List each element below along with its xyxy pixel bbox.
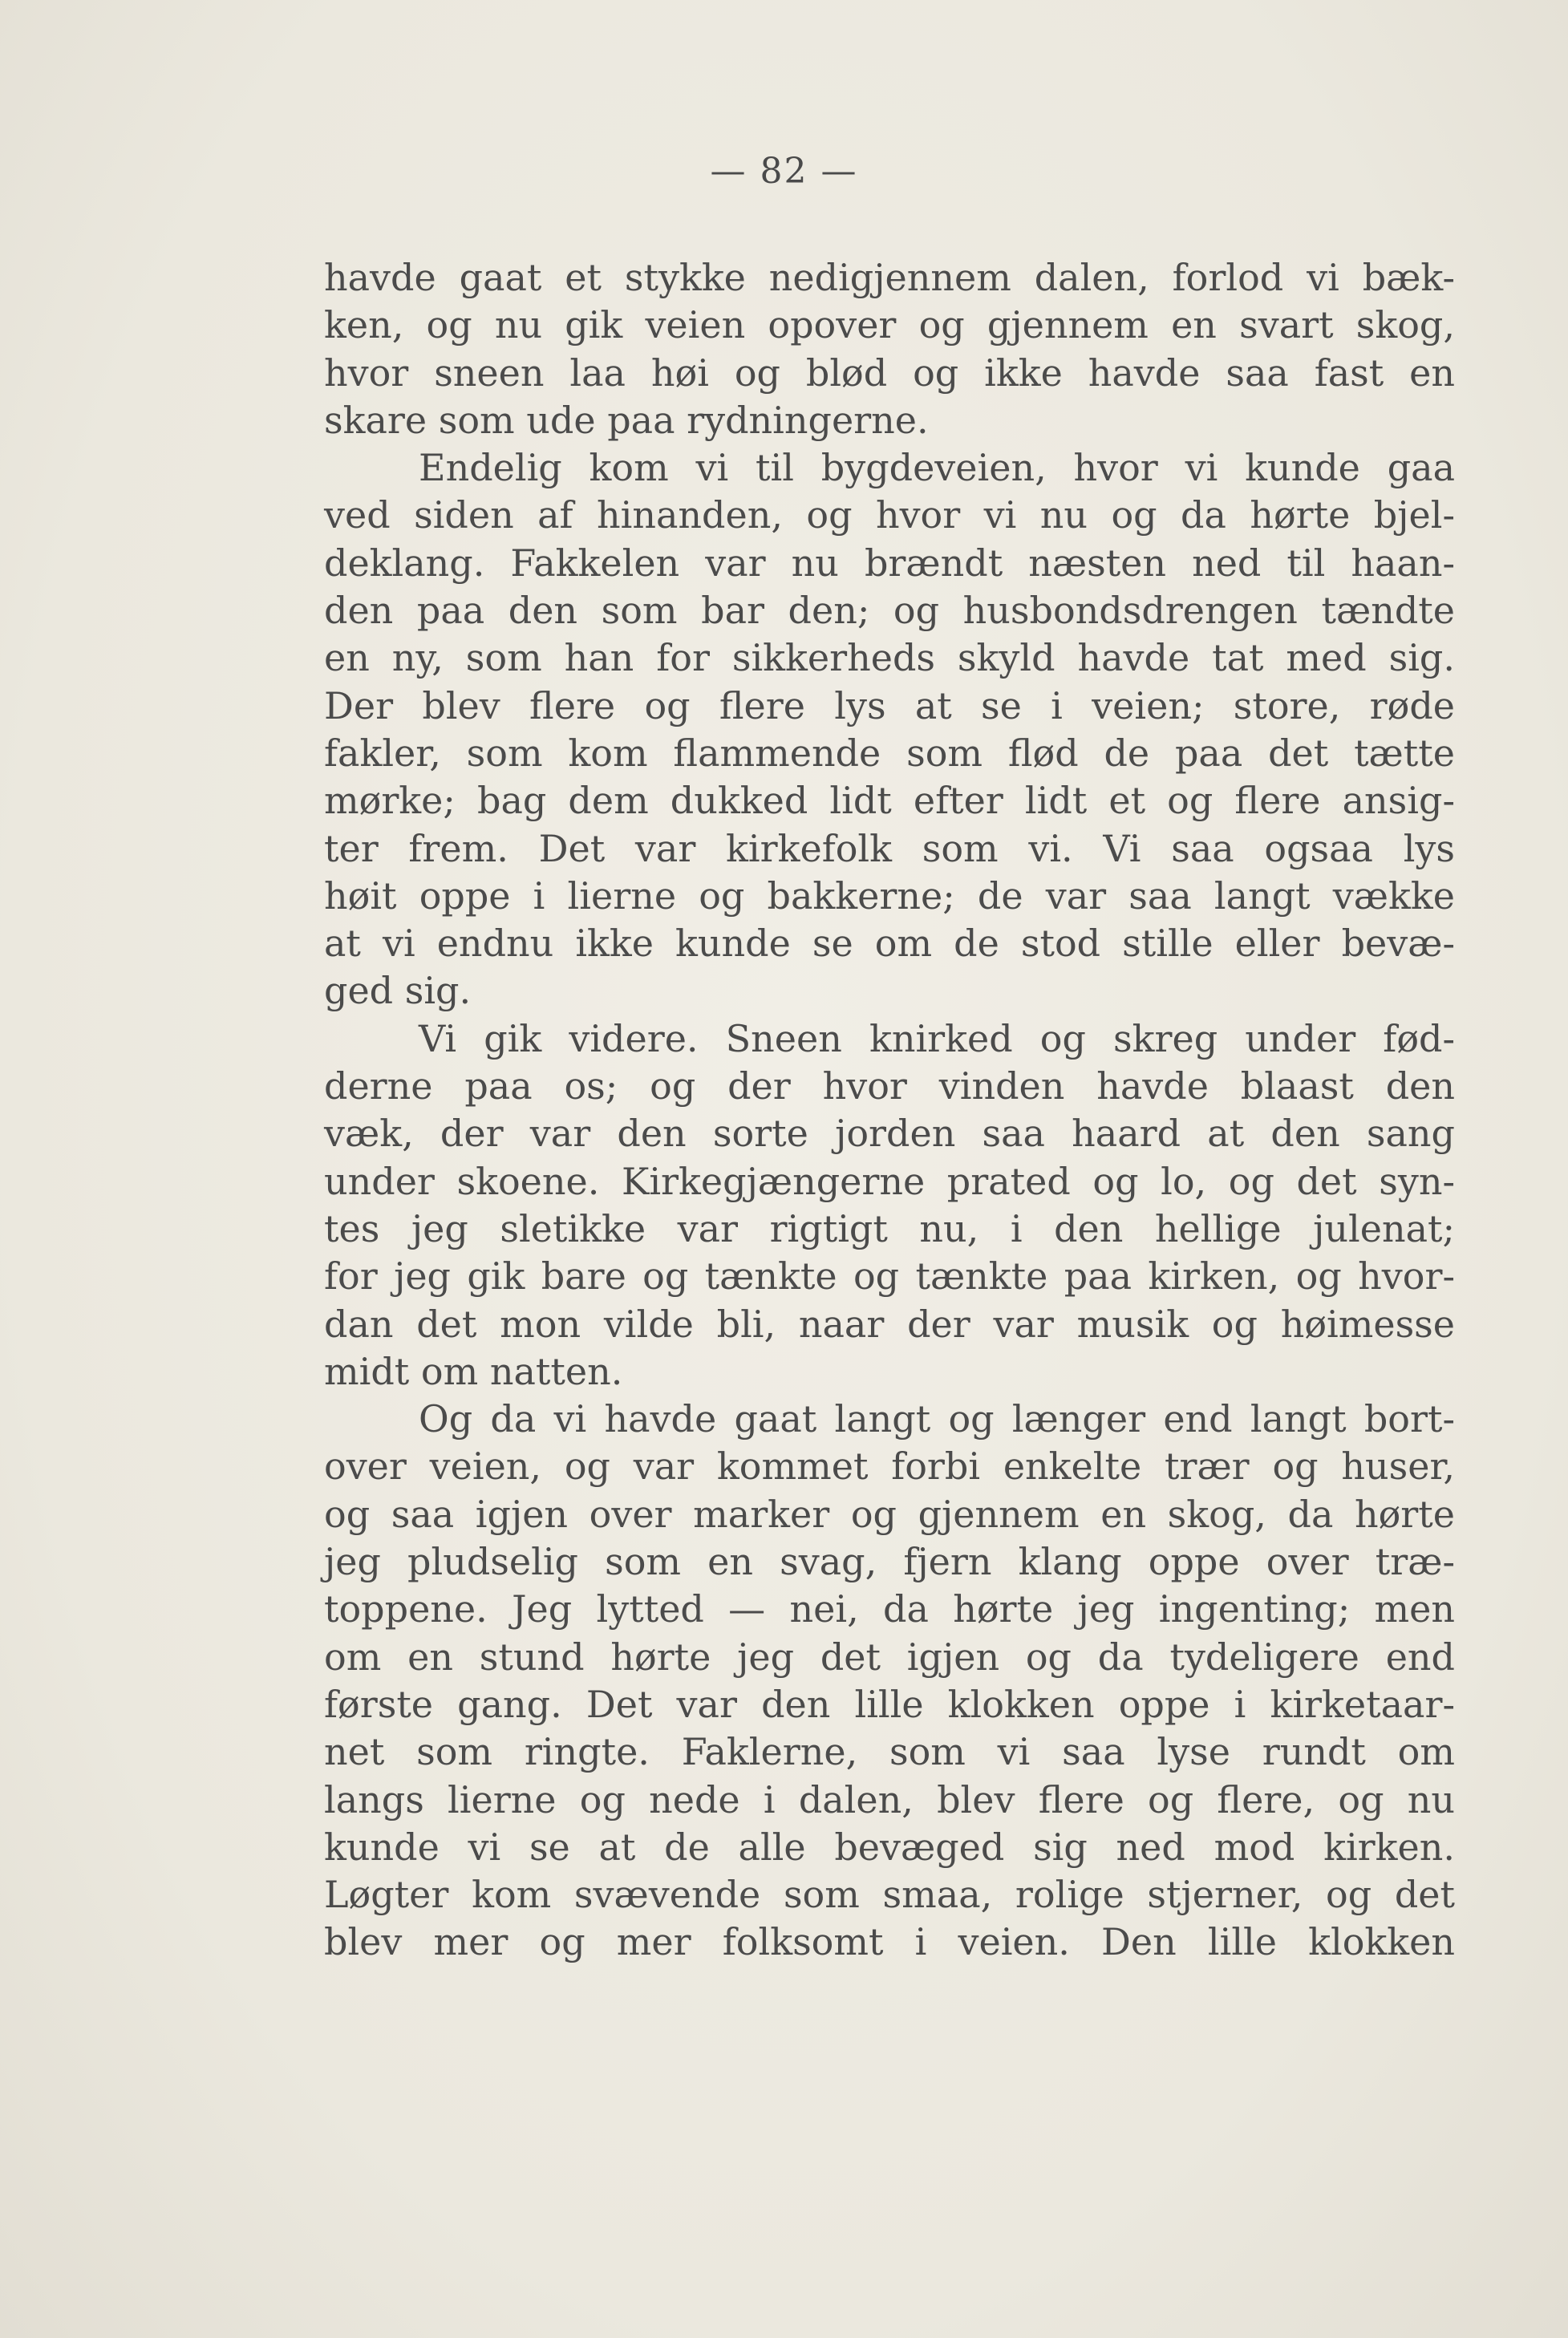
page-number: — 82 — [710, 151, 858, 192]
text-line: hvor sneen laa høi og blød og ikke havde saa fast en [324, 350, 1455, 395]
text-line: en ny, som han for sikkerheds skyld havde tat med sig. [324, 636, 1455, 680]
text-line: fakler, som kom flammende som flød de paa det tætte [324, 731, 1455, 775]
text-line: væk, der var den sorte jorden saa haard at den sang [324, 1112, 1455, 1156]
text-line: Der blev flere og flere lys at se i veien; store, røde [324, 683, 1455, 727]
text-line: blev mer og mer folksomt i veien. Den lille klokken [324, 1920, 1455, 1964]
text-line: at vi endnu ikke kunde se om de stod stille eller bevæ- [324, 922, 1455, 966]
text-line: mørke; bag dem dukked lidt efter lidt et og flere ansig- [324, 779, 1455, 823]
text-line: langs lierne og nede i dalen, blev flere og flere, og nu [324, 1777, 1455, 1821]
text-line: den paa den som bar den; og husbondsdrengen tændte [324, 589, 1455, 633]
text-line: ved siden af hinanden, og hvor vi nu og da hørte bjel- [324, 493, 1455, 537]
paragraph-start-line: Vi gik videre. Sneen knirked og skreg under fød- [419, 1016, 1455, 1060]
body-text [324, 254, 1455, 1967]
text-line: under skoene. Kirkegjængerne prated og lo, og det syn- [324, 1159, 1455, 1203]
text-line: høit oppe i lierne og bakkerne; de var saa langt vække [324, 873, 1455, 918]
text-line: ter frem. Det var kirkefolk som vi. Vi saa ogsaa lys [324, 826, 1455, 870]
text-line: midt om natten. [324, 1349, 623, 1393]
paragraph-start-line: Endelig kom vi til bygdeveien, hvor vi kunde gaa [419, 446, 1455, 490]
text-line: tes jeg sletikke var rigtigt nu, i den hellige julenat; [324, 1206, 1455, 1250]
text-line: ken, og nu gik veien opover og gjennem en svart skog, [324, 303, 1455, 347]
text-line: derne paa os; og der hvor vinden havde blaast den [324, 1064, 1455, 1108]
text-line: ged sig. [324, 969, 472, 1013]
text-line: om en stund hørte jeg det igjen og da tydeligere end [324, 1635, 1455, 1679]
text-line: første gang. Det var den lille klokken oppe i kirketaar- [324, 1682, 1455, 1726]
text-line: skare som ude paa rydningerne. [324, 398, 929, 442]
text-line: havde gaat et stykke nedigjennem dalen, forlod vi bæk- [324, 256, 1455, 299]
text-line: Løgter kom svævende som smaa, rolige stjerner, og det [324, 1873, 1455, 1917]
text-line: deklang. Fakkelen var nu brændt næsten ned til haan- [324, 541, 1455, 585]
text-line: toppene. Jeg lytted — nei, da hørte jeg ingenting; men [324, 1587, 1455, 1631]
text-line: og saa igjen over marker og gjennem en skog, da hørte [324, 1492, 1455, 1536]
text-line: over veien, og var kommet forbi enkelte trær og huser, [324, 1445, 1455, 1489]
text-line: kunde vi se at de alle bevæged sig ned mod kirken. [324, 1825, 1455, 1869]
paragraph-start-line: Og da vi havde gaat langt og længer end langt bort- [419, 1397, 1455, 1441]
text-line: for jeg gik bare og tænkte og tænkte paa kirken, og hvor- [324, 1254, 1455, 1299]
text-line: net som ringte. Faklerne, som vi saa lyse rundt om [324, 1730, 1455, 1774]
text-line: dan det mon vilde bli, naar der var musik og høimesse [324, 1302, 1455, 1346]
text-line: jeg pludselig som en svag, fjern klang oppe over træ- [324, 1540, 1455, 1584]
